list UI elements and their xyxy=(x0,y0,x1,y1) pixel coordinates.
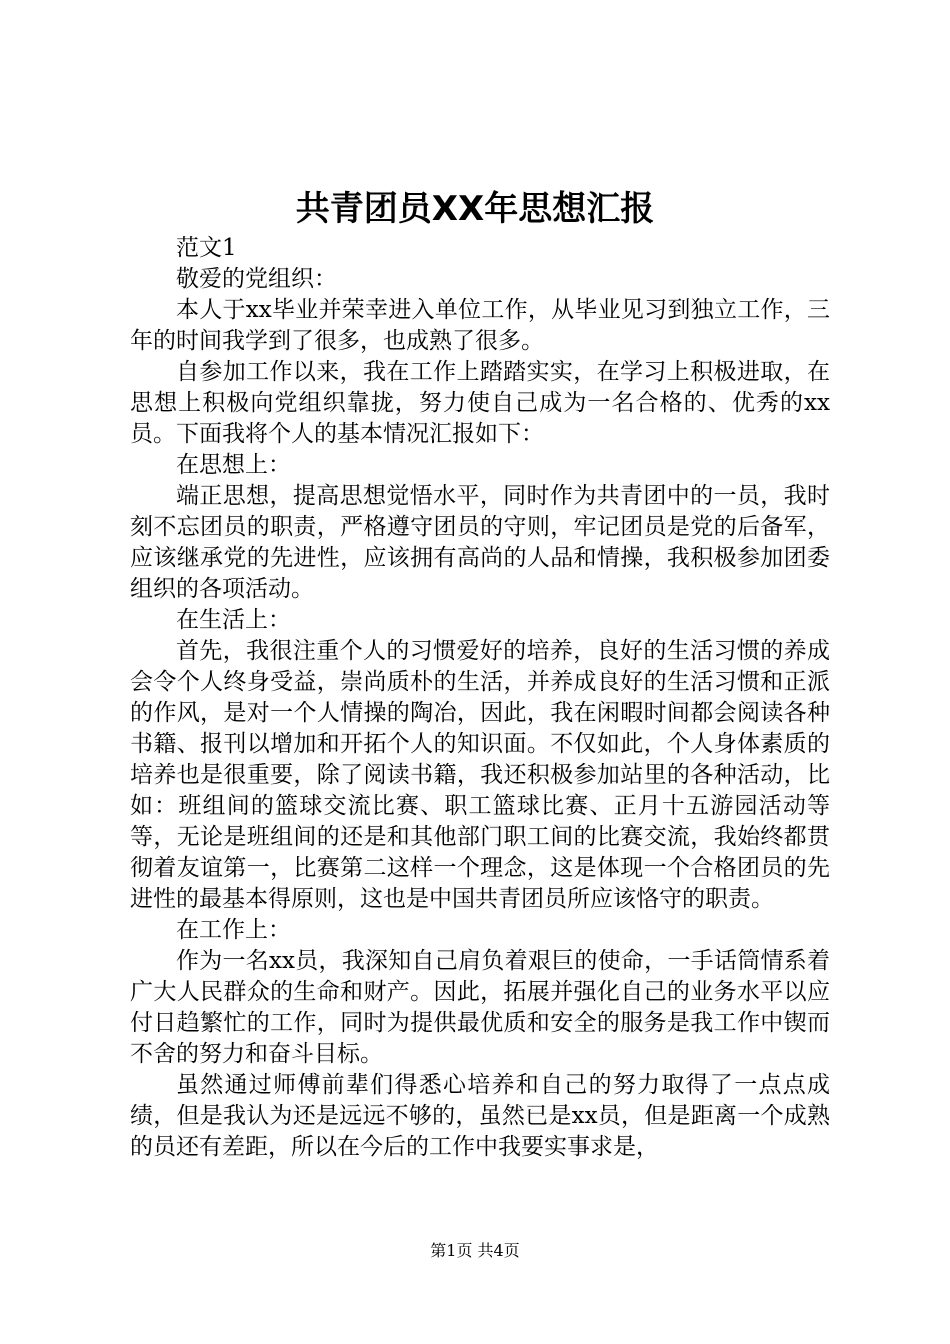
paragraph-sample-label: 范文1 xyxy=(176,235,237,261)
document-title: 共青团员XX年思想汇报 xyxy=(295,189,655,229)
page-footer: 第1页 共4页 xyxy=(430,1241,520,1260)
paragraph: 本人于xx毕业并荣幸进入单位工作，从毕业见习到独立工作，三年的时间我学到了很多，也成熟了很多。 xyxy=(130,297,830,354)
paragraph: 首先，我很注重个人的习惯爱好的培养，良好的生活习惯的养成会令个人终身受益，崇尚质朴的生活，并养成良好的生活习惯和正派的作风，是对一个人情操的陶冶，因此，我在闲暇时间都会阅读各种书籍、报刊以增加和开拓个人的知识面。不仅如此，个人身体素质的培养也是很重要，除了阅读书籍，我还积极参加站里的各种活动，比如：班组间的篮球交流比赛、职工篮球比赛、正月十五游园活动等等，无论是班组间的还是和其他部门职工间的比赛交流，我始终都贯彻着友谊第一，比赛第二这样一个理念，这是体现一个合格团员的先进性的最基本得原则，这也是中国共青团员所应该恪守的职责。 xyxy=(130,638,830,912)
paragraph: 端正思想，提高思想觉悟水平，同时作为共青团中的一员，我时刻不忘团员的职责，严格遵守团员的守则，牢记团员是党的后备军，应该继承党的先进性，应该拥有高尚的人品和情操，我积极参加团委组织的各项活动。 xyxy=(130,483,830,602)
document-body xyxy=(130,233,830,1163)
section-heading-thought: 在思想上： xyxy=(176,452,291,478)
paragraph: 自参加工作以来，我在工作上踏踏实实，在学习上积极进取，在思想上积极向党组织靠拢，努力使自己成为一名合格的、优秀的xx员。下面我将个人的基本情况汇报如下： xyxy=(130,359,830,447)
section-heading-work: 在工作上： xyxy=(176,917,291,943)
paragraph: 虽然通过师傅前辈们得悉心培养和自己的努力取得了一点点成绩，但是我认为还是远远不够的，虽然已是xx员，但是距离一个成熟的员还有差距，所以在今后的工作中我要实事求是， xyxy=(130,1072,830,1160)
section-heading-life: 在生活上： xyxy=(176,607,291,633)
paragraph-salutation: 敬爱的党组织： xyxy=(176,266,337,292)
paragraph: 作为一名xx员，我深知自己肩负着艰巨的使命，一手话筒情系着广大人民群众的生命和财产。因此，拓展并强化自己的业务水平以应付日趋繁忙的工作，同时为提供最优质和安全的服务是我工作中锲而不舍的努力和奋斗目标。 xyxy=(130,948,830,1067)
